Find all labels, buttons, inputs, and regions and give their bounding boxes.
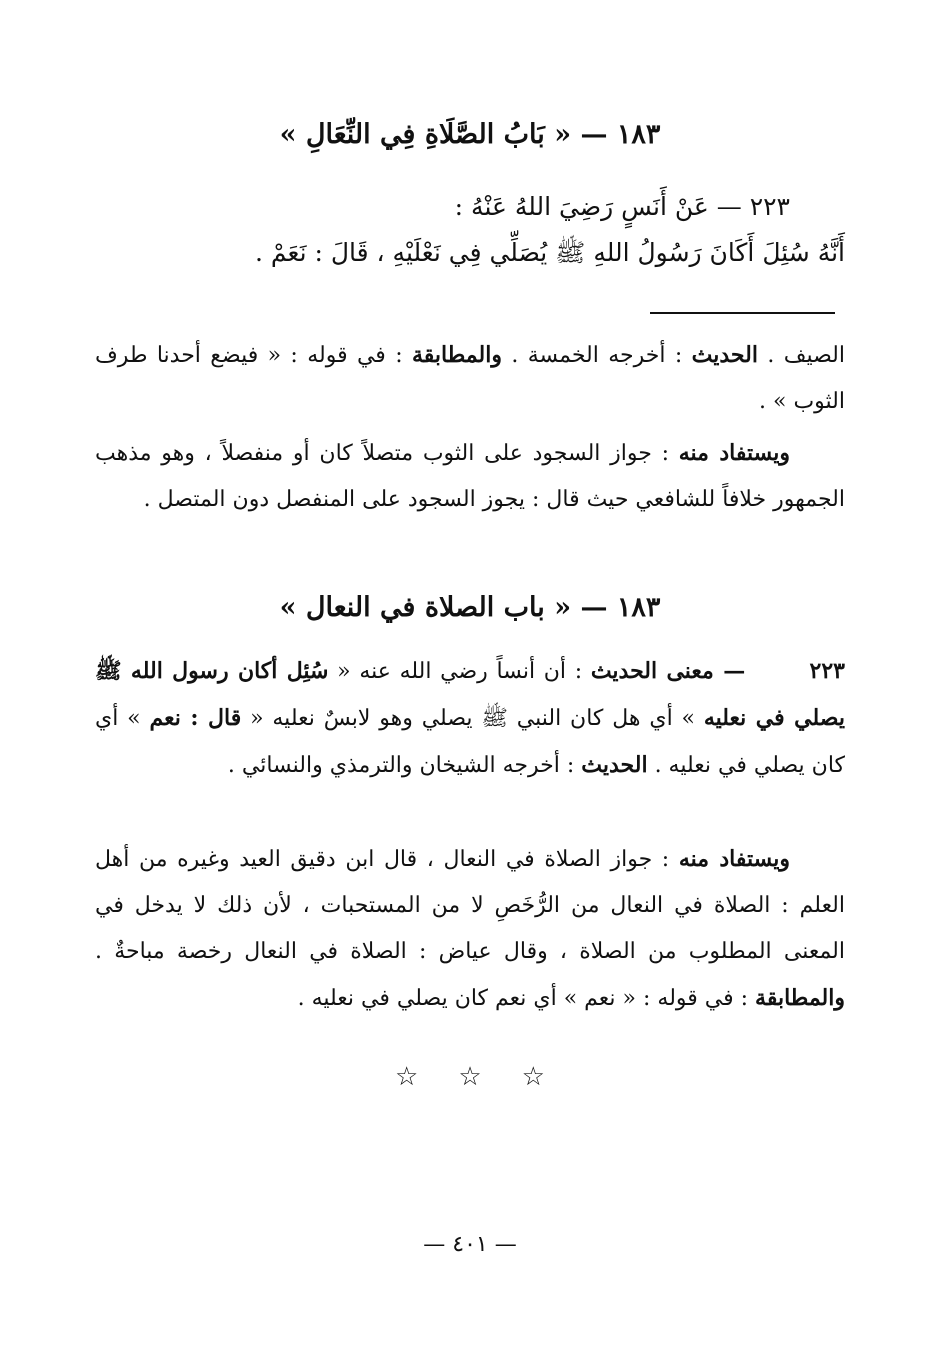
label-mutabaqa: والمطابقة [755, 985, 845, 1011]
label-benefit: ويستفاد منه [678, 440, 790, 466]
document-page [95, 0, 845, 1363]
footnote-divider [650, 312, 835, 314]
benefit-paragraph: ويستفاد منه : جواز الصلاة في النعال ، قال ابن دقيق العيد وغيره من أهل العلم : الصلاة في النعال من الرُّخَصِ لا من المستحبات ، لأن ذلك لا يدخل في المعنى المطلوب من الصلاة ، وقال عياض : الصلاة في النعال رخصة مباحةٌ . والمطابقة : في قوله : « نعم » أي نعم كان يصلي في نعليه . [95, 846, 845, 1011]
quoted-hadith: سُئِل أكان رسول الله ﷺ يصلي في نعليه [95, 658, 845, 731]
label-mutabaqa: والمطابقة [412, 342, 502, 368]
page-number: — ٤٠١ — [423, 1232, 517, 1257]
commentary-paragraph: ويستفاد منه : جواز السجود على الثوب متصلاً كان أو منفصلاً ، وهو مذهب الجمهور خلافاً للشافعي حيث قال : يجوز السجود على المنفصل دون المتصل . [95, 440, 845, 512]
hadith-block [95, 184, 845, 276]
chapter-heading: ١٨٣ — « بَابُ الصَّلَاةِ فِي النِّعَالِ » [279, 119, 661, 150]
star-icon: ☆ [521, 1062, 545, 1092]
quoted-answer: قال : نعم [149, 705, 242, 731]
meaning-label: ٢٢٣ — معنى الحديث [590, 658, 845, 684]
hadith-text-line: أَنَّهُ سُئِلَ أَكَانَ رَسُولُ اللهِ ﷺ يُصَلِّي فِي نَعْلَيْهِ ، قَالَ : نَعَمْ . [254, 238, 845, 267]
label-benefit: ويستفاد منه [678, 846, 790, 872]
hadith-narrator-line: ٢٢٣ — عَنْ أَنَسٍ رَضِيَ اللهُ عَنْهُ : [454, 192, 790, 221]
section-separator [95, 1062, 845, 1092]
commentary-paragraph: الصيف . الحديث : أخرجه الخمسة . والمطابقة : في قوله : « فيضع أحدنا طرف الثوب » . [95, 342, 845, 414]
chapter-heading: ١٨٣ — « باب الصلاة في النعال » [279, 592, 661, 623]
star-icon: ☆ [458, 1062, 482, 1092]
meaning-paragraph: ٢٢٣ — معنى الحديث : أن أنساً رضي الله عنه « سُئِل أكان رسول الله ﷺ يصلي في نعليه » أي هل كان النبي ﷺ يصلي وهو لابسٌ نعليه « قال : نعم » أي كان يصلي في نعليه . الحديث : أخرجه الشيخان والترمذي والنسائي . [95, 658, 845, 778]
label-hadith: الحديث [691, 342, 758, 368]
star-icon: ☆ [395, 1062, 419, 1092]
label-hadith: الحديث [581, 752, 648, 778]
